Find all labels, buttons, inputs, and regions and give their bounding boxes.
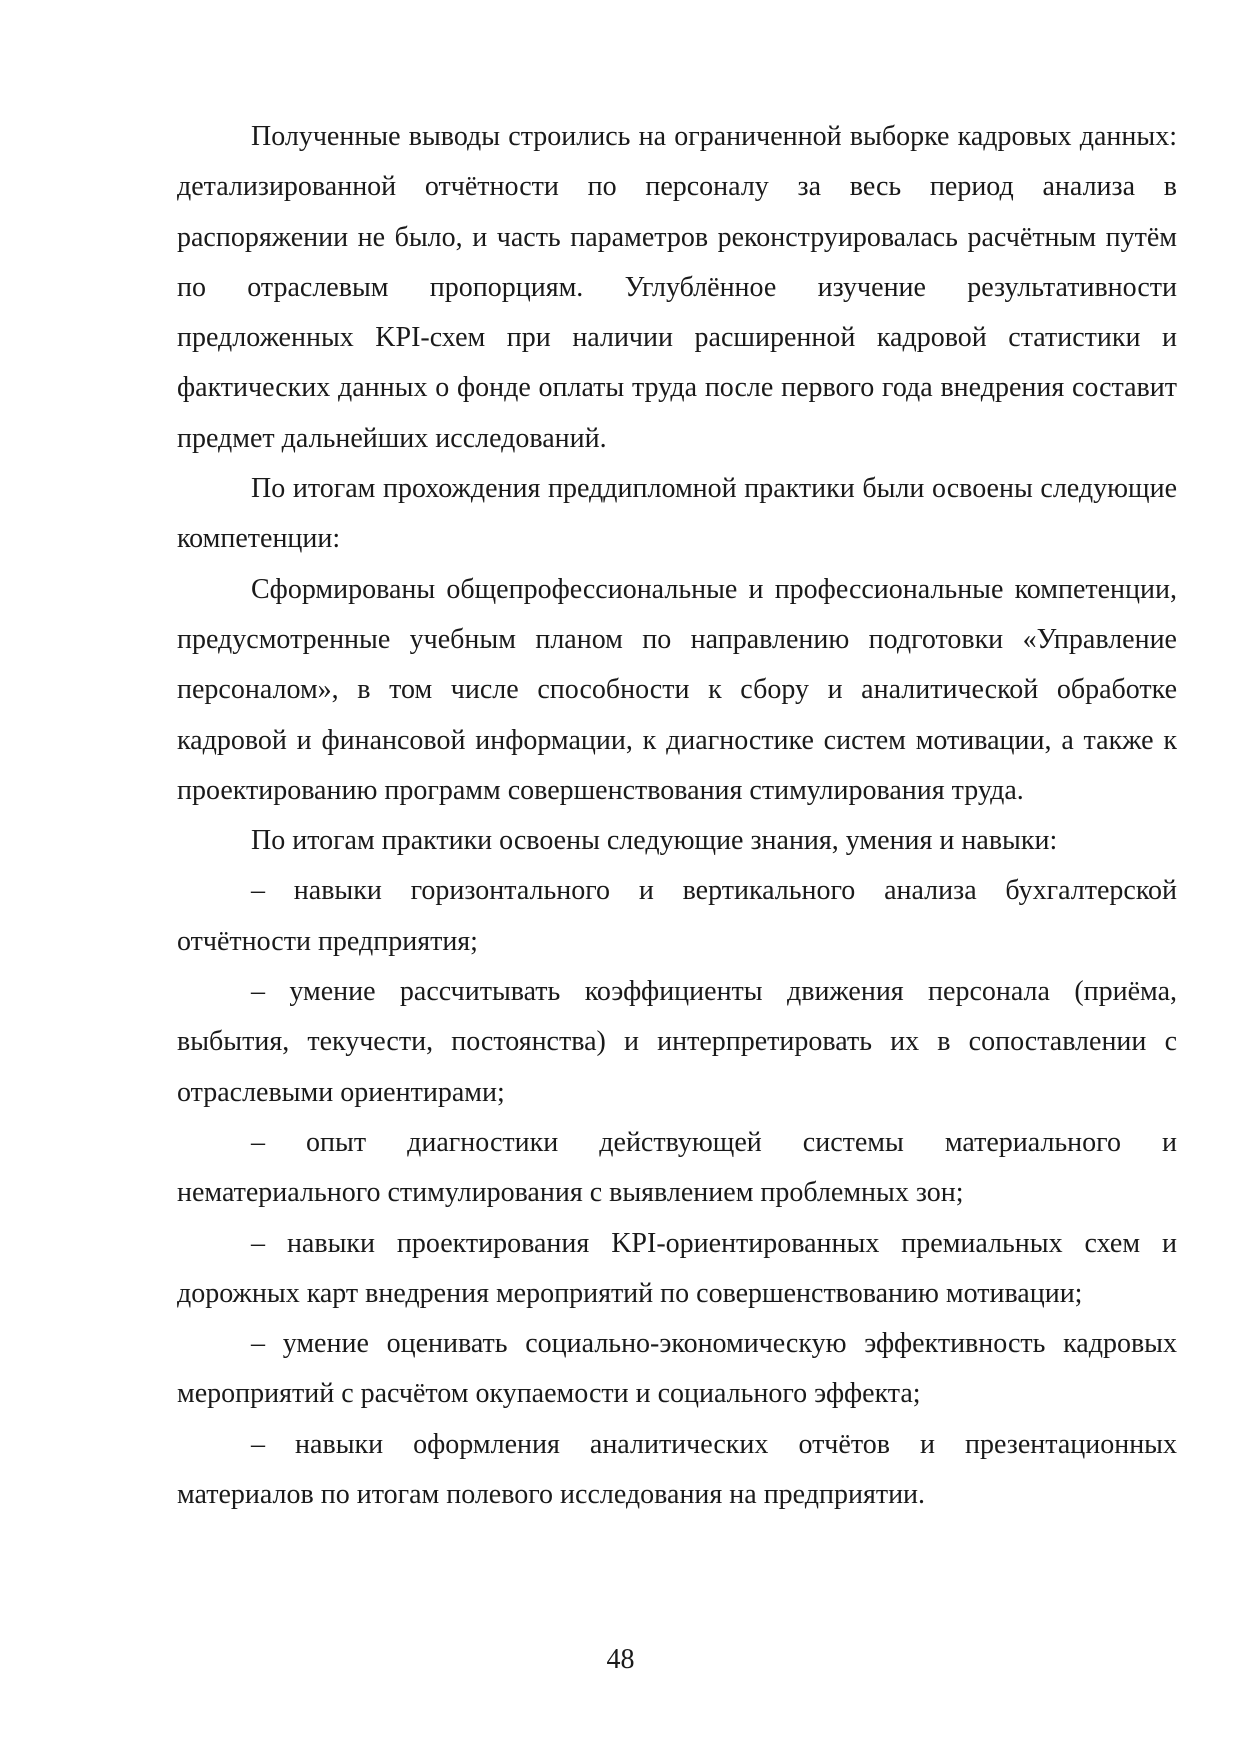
- page-body: [177, 112, 1177, 1520]
- list-item: – навыки оформления аналитических отчётов и презентационных материалов по итогам полевого исследования на предприятии.: [177, 1428, 1177, 1511]
- paragraph-skills-intro: По итогам практики освоены следующие знания, умения и навыки:: [251, 825, 1058, 857]
- list-item: – навыки горизонтального и вертикального анализа бухгалтерской отчётности предприятия;: [177, 875, 1177, 957]
- list-item: – опыт диагностики действующей системы материального и нематериального стимулирования с выявлением проблемных зон;: [177, 1126, 1177, 1209]
- paragraph-competencies-formed: Сформированы общепрофессиональные и профессиональные компетенции, предусмотренные учебным планом по направлению подготовки «Управление персоналом», в том числе способности к сбору и аналитической обработке кадровой и финансовой информации, к диагностике систем мотивации, а также к проектированию программ совершенствования стимулирования труда.: [177, 573, 1177, 806]
- list-item: – умение оценивать социально-экономическую эффективность кадровых мероприятий с расчётом окупаемости и социального эффекта;: [177, 1328, 1177, 1410]
- list-item: – умение рассчитывать коэффициенты движения персонала (приёма, выбытия, текучести, постоянства) и интерпретировать их в сопоставлении с отраслевыми ориентирами;: [177, 976, 1177, 1108]
- paragraph-competencies-intro: По итогам прохождения преддипломной практики были освоены следующие компетенции:: [177, 473, 1177, 555]
- paragraph-limitations: Полученные выводы строились на ограниченной выборке кадровых данных: детализированной отчётности по персоналу за весь период анализа в распоряжении не было, и часть параметров реконструировалась расчётным путём по отраслевым пропорциям. Углублённое изучение результативности предложенных KPI-схем при наличии расширенной кадровой статистики и фактических данных о фонде оплаты труда после первого года внедрения составит предмет дальнейших исследований.: [177, 121, 1177, 454]
- list-item: – навыки проектирования KPI-ориентированных премиальных схем и дорожных карт внедрения мероприятий по совершенствованию мотивации;: [177, 1227, 1177, 1309]
- page-number: 48: [606, 1644, 635, 1675]
